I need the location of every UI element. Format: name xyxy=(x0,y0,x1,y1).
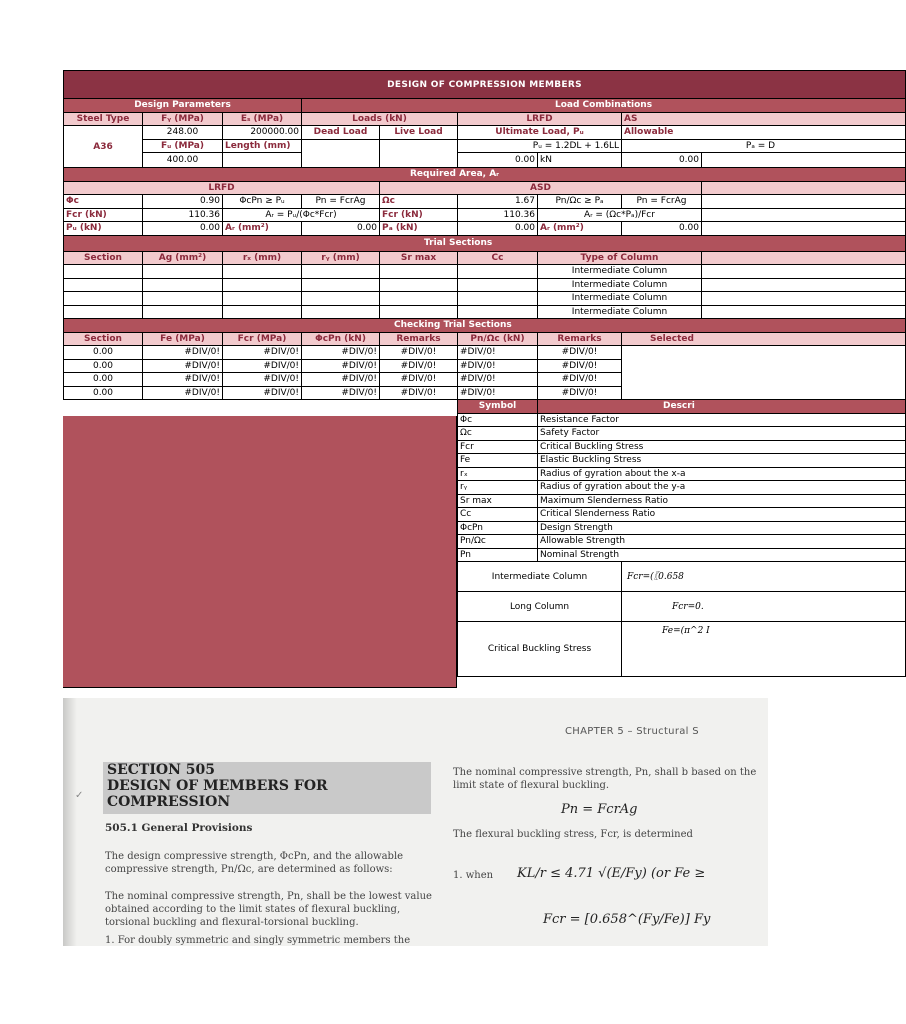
paragraph: 1. For doubly symmetric and singly symmetric members the xyxy=(105,935,411,946)
list-item: Fcr Critical Buckling Stress xyxy=(64,440,906,454)
pa-label[interactable]: Pₐ (kN) xyxy=(380,222,458,236)
fy-value[interactable]: 248.00 xyxy=(143,126,223,140)
symbol-header[interactable]: Symbol xyxy=(458,400,538,414)
intermediate-column-label[interactable]: Intermediate Column xyxy=(458,562,622,592)
intermediate-column-formula[interactable]: Fcr=(〖0.658 xyxy=(622,562,906,592)
pa-value-required[interactable]: 0.00 xyxy=(458,222,538,236)
check-fe-header[interactable]: Fe (MPa) xyxy=(143,332,223,346)
subsection-heading: 505.1 General Provisions xyxy=(105,822,253,834)
ultimate-load-header[interactable]: Ultimate Load, Pᵤ xyxy=(458,126,622,140)
pu-label[interactable]: Pᵤ (kN) xyxy=(64,222,143,236)
list-item: Pn Nominal Strength xyxy=(64,548,906,562)
dead-load-input[interactable] xyxy=(302,139,380,168)
loads-header[interactable]: Loads (kN) xyxy=(302,112,458,126)
check-section-header[interactable]: Section xyxy=(64,332,143,346)
asd-ar-formula[interactable]: Aᵣ = (Ωc*Pₐ)/Fcr xyxy=(538,208,702,222)
table-row xyxy=(64,265,906,279)
table-row xyxy=(64,292,906,306)
lrfd-ar-formula[interactable]: Aᵣ = Pᵤ/(Φc*Fcr) xyxy=(223,208,380,222)
pu-unit[interactable]: kN xyxy=(538,153,622,168)
equation: KL/r ≤ 4.71 √(E/Fy) (or Fe ≥ xyxy=(517,866,706,881)
long-column-formula[interactable]: Fcr=0. xyxy=(622,592,906,622)
section-heading: SECTION 505 DESIGN OF MEMBERS FOR COMPRESSION xyxy=(103,762,431,814)
check-remarks-header[interactable]: Remarks xyxy=(380,332,458,346)
column-type-cell[interactable]: Intermediate Column xyxy=(538,305,702,319)
page-mark-icon: ✓ xyxy=(75,790,84,801)
pa-formula[interactable]: Pₐ = D xyxy=(622,139,906,153)
lrfd-header[interactable]: LRFD xyxy=(458,112,622,126)
fcr-value[interactable]: 110.36 xyxy=(143,208,223,222)
long-column-label[interactable]: Long Column xyxy=(458,592,622,622)
es-value[interactable]: 200000.00 xyxy=(223,126,302,140)
check-remarks2-header[interactable]: Remarks xyxy=(538,332,622,346)
trial-sections-header[interactable]: Trial Sections xyxy=(64,235,906,251)
omega-c-label[interactable]: Ωc xyxy=(380,195,458,209)
list-item: Pn/Ωc Allowable Strength xyxy=(64,535,906,549)
compression-design-table xyxy=(63,70,906,677)
pu-value-required[interactable]: 0.00 xyxy=(143,222,223,236)
column-type-cell[interactable]: Intermediate Column xyxy=(538,292,702,306)
design-parameters-header[interactable]: Design Parameters xyxy=(64,99,302,113)
description-header[interactable]: Descri xyxy=(538,400,906,414)
steel-type-value[interactable]: A36 xyxy=(64,126,143,168)
length-input[interactable] xyxy=(223,153,302,168)
omega-c-value[interactable]: 1.67 xyxy=(458,195,538,209)
required-area-header[interactable]: Required Area, Aᵣ xyxy=(64,168,906,182)
live-load-input[interactable] xyxy=(380,139,458,168)
fy-header[interactable]: Fᵧ (MPa) xyxy=(143,112,223,126)
code-book-scan xyxy=(63,698,768,946)
table-row: 0.00 #DIV/0! #DIV/0! #DIV/0! #DIV/0! #DIV/0! #DIV/0! xyxy=(64,386,906,400)
pa-value[interactable]: 0.00 xyxy=(622,153,702,168)
list-item: Sr max Maximum Slenderness Ratio xyxy=(64,494,906,508)
trial-rx-header[interactable]: rₓ (mm) xyxy=(223,251,302,265)
sheet-title[interactable]: DESIGN OF COMPRESSION MEMBERS xyxy=(64,71,906,99)
spreadsheet xyxy=(63,70,776,687)
table-row xyxy=(64,278,906,292)
equation: Pn = FcrAg xyxy=(561,802,638,817)
table-row: 0.00 #DIV/0! #DIV/0! #DIV/0! #DIV/0! #DIV/0! #DIV/0! xyxy=(64,373,906,387)
equation: Fcr = [0.658^(Fy/Fe)] Fy xyxy=(543,912,711,927)
trial-ag-header[interactable]: Ag (mm²) xyxy=(143,251,223,265)
asd-subheader[interactable]: ASD xyxy=(380,181,702,195)
asd-pn-formula[interactable]: Pn = FcrAg xyxy=(622,195,702,209)
list-item: rₓ Radius of gyration about the x-a xyxy=(64,467,906,481)
trial-type-header[interactable]: Type of Column xyxy=(538,251,702,265)
ar-label[interactable]: Aᵣ (mm²) xyxy=(223,222,302,236)
trial-section-header[interactable]: Section xyxy=(64,251,143,265)
check-pnomega-header[interactable]: Pn/Ωc (kN) xyxy=(458,332,538,346)
allowable-load-header[interactable]: Allowable xyxy=(622,126,906,140)
pu-formula[interactable]: Pᵤ = 1.2DL + 1.6LL xyxy=(458,139,622,153)
live-load-header[interactable]: Live Load xyxy=(380,126,458,140)
critical-buckling-formula[interactable]: Fe=(π^2 I xyxy=(622,622,906,677)
column-type-cell[interactable]: Intermediate Column xyxy=(538,265,702,279)
trial-cc-header[interactable]: Cc xyxy=(458,251,538,265)
trial-ry-header[interactable]: rᵧ (mm) xyxy=(302,251,380,265)
critical-buckling-label[interactable]: Critical Buckling Stress xyxy=(458,622,622,677)
ar-value-asd[interactable]: 0.00 xyxy=(622,222,702,236)
phi-c-label[interactable]: Φc xyxy=(64,195,143,209)
ar-value[interactable]: 0.00 xyxy=(302,222,380,236)
selected-section-cell[interactable] xyxy=(622,346,906,400)
equation-prefix: 1. when xyxy=(453,870,494,881)
fcr-value-asd[interactable]: 110.36 xyxy=(458,208,538,222)
es-header[interactable]: Eₛ (MPa) xyxy=(223,112,302,126)
table-row: 0.00 #DIV/0! #DIV/0! #DIV/0! #DIV/0! #DIV/0! #DIV/0! xyxy=(64,346,906,360)
fu-value[interactable]: 400.00 xyxy=(143,153,223,168)
check-selected-header[interactable]: Selected xyxy=(622,332,906,346)
fcr-label-asd[interactable]: Fcr (kN) xyxy=(380,208,458,222)
chapter-header: CHAPTER 5 – Structural S xyxy=(565,726,699,737)
steel-type-header[interactable]: Steel Type xyxy=(64,112,143,126)
paragraph: The design compressive strength, ΦcPn, and the allowable compressive strength, Pn/Ωc, are determined as follows: xyxy=(105,851,404,875)
pu-value[interactable]: 0.00 xyxy=(458,153,538,168)
table-row xyxy=(64,305,906,319)
trial-sr-header[interactable]: Sr max xyxy=(380,251,458,265)
check-fcr-header[interactable]: Fcr (MPa) xyxy=(223,332,302,346)
asd-header[interactable]: AS xyxy=(622,112,906,126)
list-item: Ωc Safety Factor xyxy=(64,427,906,441)
load-combinations-header[interactable]: Load Combinations xyxy=(302,99,906,113)
checking-trial-header[interactable]: Checking Trial Sections xyxy=(64,319,906,333)
table-row: 0.00 #DIV/0! #DIV/0! #DIV/0! #DIV/0! #DIV/0! #DIV/0! xyxy=(64,359,906,373)
column-type-cell[interactable]: Intermediate Column xyxy=(538,278,702,292)
paragraph: The flexural buckling stress, Fcr, is determined xyxy=(453,829,693,840)
pa-unit[interactable] xyxy=(702,153,906,168)
phi-c-value[interactable]: 0.90 xyxy=(143,195,223,209)
check-phipn-header[interactable]: ΦcPn (kN) xyxy=(302,332,380,346)
list-item: ΦcPn Design Strength xyxy=(64,521,906,535)
length-label[interactable]: Length (mm) xyxy=(223,139,302,153)
lrfd-pn-formula[interactable]: Pn = FcrAg xyxy=(302,195,380,209)
fcr-label[interactable]: Fcr (kN) xyxy=(64,208,143,222)
list-item: Cc Critical Slenderness Ratio xyxy=(64,508,906,522)
list-item: rᵧ Radius of gyration about the y-a xyxy=(64,481,906,495)
asd-condition[interactable]: Pn/Ωc ≥ Pₐ xyxy=(538,195,622,209)
ar-label-asd[interactable]: Aᵣ (mm²) xyxy=(538,222,622,236)
paragraph: The nominal compressive strength, Pn, shall b based on the limit state of flexural buckling. xyxy=(453,767,757,791)
list-item: Fe Elastic Buckling Stress xyxy=(64,454,906,468)
paragraph: The nominal compressive strength, Pn, shall be the lowest value obtained according to the limit states of flexural buckling, torsional buckling and flexural-torsional buckling. xyxy=(105,891,432,928)
lrfd-subheader[interactable]: LRFD xyxy=(64,181,380,195)
list-item: Φc Resistance Factor xyxy=(64,413,906,427)
fu-label[interactable]: Fᵤ (MPa) xyxy=(143,139,223,153)
lrfd-condition[interactable]: ΦcPn ≥ Pᵤ xyxy=(223,195,302,209)
dead-load-header[interactable]: Dead Load xyxy=(302,126,380,140)
